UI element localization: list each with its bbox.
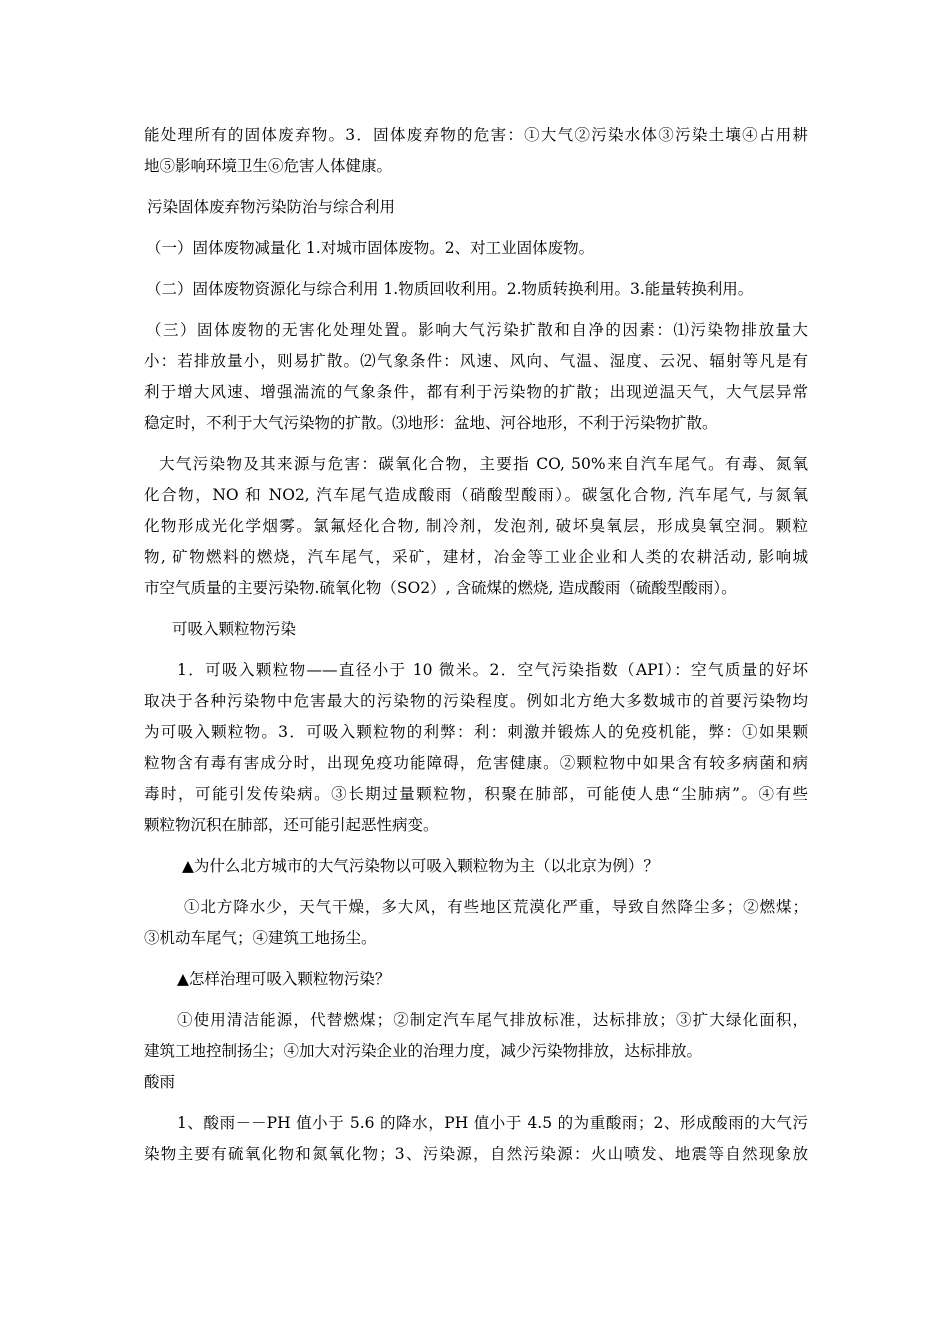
text-line: 市空气质量的主要污染物.硫氧化物（SO2）, 含硫煤的燃烧, 造成酸雨（硫酸型酸雨）。 [144, 579, 737, 597]
text-line: 化合物，NO 和 NO2, 汽车尾气造成酸雨（硝酸型酸雨）。碳氢化合物, 汽车尾气, 与氮氧 [144, 486, 808, 504]
text-line: 物, 矿物燃料的燃烧，汽车尾气，采矿，建材，冶金等工业企业和人类的农耕活动, 影响城 [144, 548, 808, 566]
text-line: 为可吸入颗粒物。3．可吸入颗粒物的利弊：利：刺激并锻炼人的免疫机能，弊：①如果颗 [144, 723, 808, 741]
text-line: 小：若排放量小，则易扩散。⑵气象条件：风速、风向、气温、湿度、云况、辐射等凡是有 [144, 352, 808, 370]
text-line: （二）固体废物资源化与综合利用 1.物质回收利用。2.物质转换利用。3.能量转换利用。 [146, 280, 754, 298]
text-line: 化物形成光化学烟雾。氯氟烃化合物, 制冷剂，发泡剂, 破坏臭氧层，形成臭氧空洞。颗粒 [144, 517, 808, 535]
text-line: 能处理所有的固体废弃物。3．固体废弃物的危害：①大气②污染水体③污染土壤④占用耕 [144, 126, 808, 144]
text-line: 毒时，可能引发传染病。③长期过量颗粒物，积聚在肺部，可能使人患“尘肺病”。④有些 [144, 785, 808, 803]
section-heading: 酸雨 [144, 1073, 176, 1091]
text-line: 颗粒物沉积在肺部，还可能引起恶性病变。 [144, 816, 439, 834]
text-line: （一）固体废物减量化 1.对城市固体废物。2、对工业固体废物。 [146, 239, 595, 257]
text-line: ①使用清洁能源，代替燃煤；②制定汽车尾气排放标准，达标排放；③扩大绿化面积， [177, 1011, 808, 1029]
text-line: 粒物含有毒有害成分时，出现免疫功能障碍，危害健康。②颗粒物中如果含有较多病菌和病 [144, 754, 808, 772]
text-line: 1．可吸入颗粒物——直径小于 10 微米。2．空气污染指数（API）：空气质量的好坏 [177, 661, 808, 679]
text-line: 稳定时，不利于大气污染物的扩散。⑶地形：盆地、河谷地形，不利于污染物扩散。 [144, 414, 718, 432]
document-body [144, 120, 808, 1170]
section-heading: 可吸入颗粒物污染 [172, 620, 297, 638]
text-line: 地⑤影响环境卫生⑥危害人体健康。 [144, 157, 393, 175]
section-heading: 污染固体废弃物污染防治与综合利用 [147, 198, 396, 216]
text-line: 建筑工地控制扬尘；④加大对污染企业的治理力度，减少污染物排放，达标排放。 [144, 1042, 703, 1060]
question-line: ▲为什么北方城市的大气污染物以可吸入颗粒物为主（以北京为例）？ [182, 857, 659, 875]
question-line: ▲怎样治理可吸入颗粒物污染？ [177, 970, 391, 988]
text-line: ①北方降水少，天气干燥，多大风，有些地区荒漠化严重，导致自然降尘多；②燃煤； [184, 898, 808, 916]
text-line: 1、酸雨－－PH 值小于 5.6 的降水，PH 值小于 4.5 的为重酸雨；2、形成酸雨的大气污 [177, 1114, 808, 1132]
text-line: ③机动车尾气；④建筑工地扬尘。 [144, 929, 377, 947]
text-line: 大气污染物及其来源与危害：碳氧化合物，主要指 CO, 50%来自汽车尾气。有毒、氮氧 [159, 455, 808, 473]
text-line: 染物主要有硫氧化物和氮氧化物；3、污染源，自然污染源：火山喷发、地震等自然现象放 [144, 1145, 808, 1163]
text-line: （三）固体废物的无害化处理处置。影响大气污染扩散和自净的因素：⑴污染物排放量大 [146, 321, 808, 339]
text-line: 利于增大风速、增强湍流的气象条件，都有利于污染物的扩散；出现逆温天气，大气层异常 [144, 383, 808, 401]
text-line: 取决于各种污染物中危害最大的污染物的污染程度。例如北方绝大多数城市的首要污染物均 [144, 692, 808, 710]
